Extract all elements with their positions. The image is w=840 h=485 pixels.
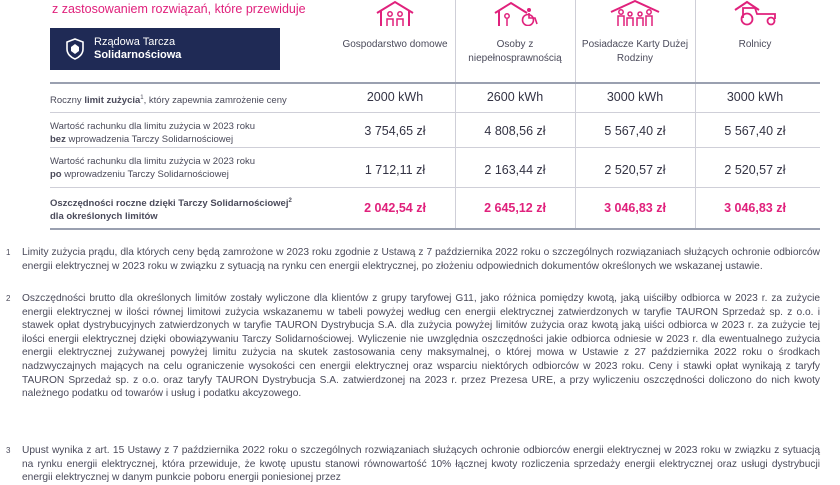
- table-cell: 3 754,65 zł: [364, 124, 426, 138]
- row-label-savings: Oszczędności roczne dzięki Tarczy Solidarnościowej$^2$ dla określonych limitów: [50, 198, 292, 223]
- savings-cell: 3 046,83 zł: [604, 201, 666, 215]
- footnote: [6, 292, 820, 401]
- savings-cell: 2 645,12 zł: [484, 201, 546, 215]
- logo-line-2: Solidarnościowa: [94, 49, 182, 61]
- table-cell: 3000 kWh: [606, 90, 664, 104]
- table-cell: 2000 kWh: [366, 90, 424, 104]
- footnote-text: Limity zużycia prądu, dla których ceny będą zamrożone w 2023 roku zgodnie z Ustawą z 7 października 2022 roku o szczególnych rozwiązaniach służących ochronie odbiorców energii elektrycznej w 2023 roku w związku z sytuacją na rynku cen energii elektrycznej, po złożeniu odpowiednich dokumentów określonych we wskazanej ustawie.: [22, 247, 820, 272]
- column-label: Rolnicy: [738, 39, 772, 50]
- header-divider: [50, 82, 820, 84]
- table-cell: 2 520,57 zł: [724, 163, 786, 177]
- row-label-bill-with: Wartość rachunku dla limitu zużycia w 2023 roku po wprowadzeniu Tarczy Solidarnościowej: [50, 156, 256, 180]
- savings-cell: 2 042,54 zł: [364, 201, 426, 215]
- row-label-bill-without: Wartość rachunku dla limitu zużycia w 2023 roku bez wprowadzenia Tarczy Solidarnościowej: [50, 121, 256, 145]
- table-cell: 1 712,11 zł: [364, 163, 426, 177]
- column-label: Posiadacze Karty Dużej Rodziny: [581, 39, 689, 64]
- footnote-text: Oszczędności brutto dla określonych limitów zostały wyliczone dla klientów z grupy taryfowej G11, jako różnica pomiędzy kwotą, jaką uiściłby odbiorca w 2023 r. za zużycie energii elektrycznej w ilości równej limitowi zużycia wskazanemu w tabeli powyżej według cen energii elektrycznej zatwierdzonych w taryfie TAURON Sprzedaż sp. z o.o. i stawek opłat dystrybucyjnych zatwierdzonych w taryfie TAURON Dystrybucja S.A. dla zużycia powyżej limitów zużycia oraz kwotą jaką uiści odbiorca w 2023 r. za zużycie tej ilości energii elektrycznej dzięki obowiązywaniu Tarczy Solidarnościowej. Wyliczenie nie uwzględnia oszczędności jakie odbiorca odniesie w 2023 r. dla ewentualnego zużycia energii elektrycznej zużywanej powyżej limitu zużycia na skutek zastosowania ceny maksymalnej, o której mowa w Ustawie z 27 października 2022 roku o środkach nadzwyczajnych mających na celu ograniczenie wysokości cen energii elektrycznej oraz wsparciu niektórych odbiorców w 2023 roku. Ceny i stawki opłat wynikają z taryfy TAURON Sprzedaż sp. z o.o. oraz taryfy TAURON Dystrybucja S.A. zatwierdzonej na 2023 r. przez Prezesa URE, a przy wyliczeniu oszczędności doliczono do nich kwoty należnego podatku od towarów i usług i podatku akcyzowego.: [22, 293, 820, 400]
- column-label: Gospodarstwo domowe: [342, 39, 448, 50]
- row-divider: [50, 147, 820, 148]
- table-cell: 3000 kWh: [726, 90, 784, 104]
- table-cell: 2 520,57 zł: [604, 163, 666, 177]
- footnote: [6, 444, 820, 485]
- footnote-number: 3: [6, 446, 11, 455]
- logo-line-1: Rządowa Tarcza: [94, 36, 176, 48]
- table-bottom-divider: [50, 228, 820, 230]
- large-family-icon: [575, 0, 695, 26]
- savings-cell: 3 046,83 zł: [724, 201, 786, 215]
- column-header-farmers: [695, 0, 815, 100]
- table-cell: 5 567,40 zł: [724, 124, 786, 138]
- header-subtitle: z zastosowaniem rozwiązań, które przewiduje: [52, 2, 306, 16]
- table-cell: 2 163,44 zł: [484, 163, 546, 177]
- column-divider: [575, 0, 576, 228]
- solidarity-shield-logo: [50, 28, 280, 70]
- column-header-disabled: [455, 0, 575, 100]
- column-divider: [695, 0, 696, 228]
- row-divider: [50, 112, 820, 113]
- footnote-number: 2: [6, 294, 11, 303]
- table-cell: 4 808,56 zł: [484, 124, 546, 138]
- row-divider: [50, 187, 820, 188]
- footnote: [6, 246, 820, 273]
- wheelchair-house-icon: [455, 0, 575, 26]
- footnote-number: 1: [6, 248, 11, 257]
- row-label-limit: Roczny limit zużycia$^1$, który zapewnia zamrożenie ceny: [50, 95, 287, 107]
- column-header-households: [335, 0, 455, 100]
- table-cell: 5 567,40 zł: [604, 124, 666, 138]
- column-header-large-family: [575, 0, 695, 100]
- shield-icon: [66, 37, 84, 61]
- column-divider: [455, 0, 456, 228]
- house-family-icon: [335, 0, 455, 26]
- column-label: Osoby z niepełnosprawnością: [468, 39, 562, 64]
- table-cell: 2600 kWh: [486, 90, 544, 104]
- footnote-text: Upust wynika z art. 15 Ustawy z 7 października 2022 roku o szczególnych rozwiązaniach służących ochronie odbiorców energii elektrycznej w 2023 roku w związku z sytuacją na rynku energii elektrycznej, która przewiduje, że kwotę upustu stanowi równowartość 10% łącznej kwoty rozliczenia sprzedaży energii elektrycznej oraz usługi dystrybucji energii elektrycznej w danym punkcie poboru energii poniesionej przez: [22, 445, 820, 484]
- tractor-icon: [695, 0, 815, 26]
